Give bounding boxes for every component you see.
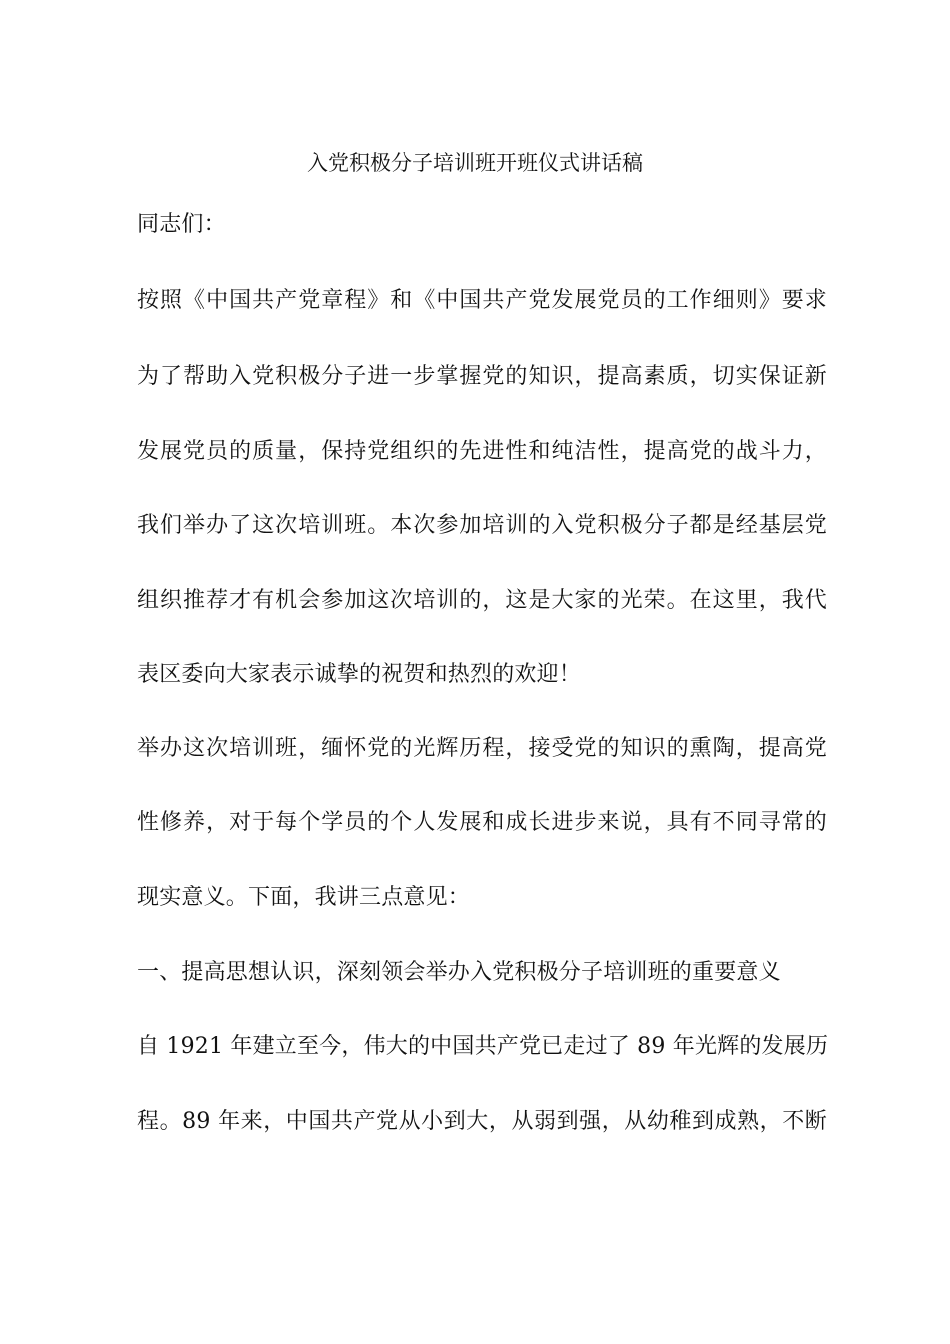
paragraph-line: 发展党员的质量，保持党组织的先进性和纯洁性，提高党的战斗力，	[137, 439, 827, 464]
paragraph-line: 我们举办了这次培训班。本次参加培训的入党积极分子都是经基层党	[137, 513, 827, 538]
paragraph-line: 现实意义。下面，我讲三点意见：	[137, 885, 471, 910]
paragraph-line: 表区委向大家表示诚挚的祝贺和热烈的欢迎！	[137, 662, 582, 687]
document-title: 入党积极分子培训班开班仪式讲话稿	[307, 151, 643, 175]
paragraph-line: 按照《中国共产党章程》和《中国共产党发展党员的工作细则》要求	[137, 288, 827, 313]
paragraph-line: 举办这次培训班，缅怀党的光辉历程，接受党的知识的熏陶，提高党	[137, 736, 827, 761]
paragraph-line: 为了帮助入党积极分子进一步掌握党的知识，提高素质，切实保证新	[137, 364, 827, 389]
section-heading: 一、提高思想认识，深刻领会举办入党积极分子培训班的重要意义	[137, 960, 781, 985]
paragraph-line: 自 1921 年建立至今，伟大的中国共产党已走过了 89 年光辉的发展历	[137, 1034, 829, 1059]
paragraph-line: 组织推荐才有机会参加这次培训的，这是大家的光荣。在这里，我代	[137, 588, 827, 613]
paragraph-line: 程。89 年来，中国共产党从小到大，从弱到强，从幼稚到成熟，不断	[137, 1109, 827, 1134]
paragraph-line: 性修养，对于每个学员的个人发展和成长进步来说，具有不同寻常的	[137, 810, 827, 835]
salutation-line: 同志们：	[137, 212, 226, 237]
